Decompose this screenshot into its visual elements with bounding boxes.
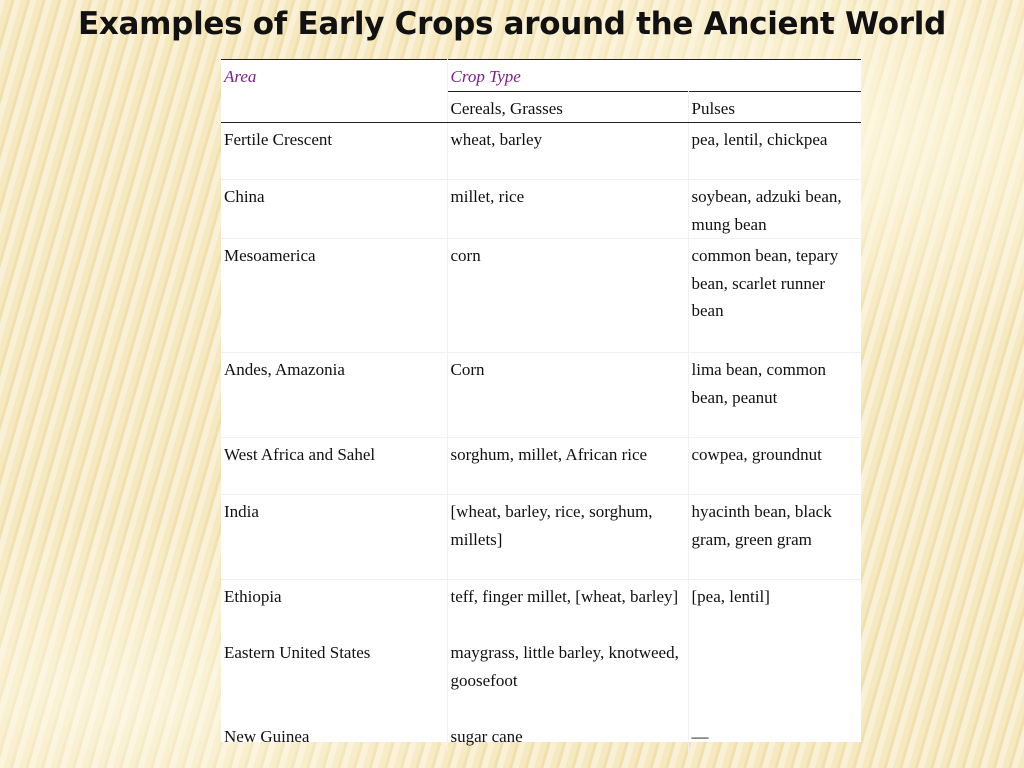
slide-title: Examples of Early Crops around the Ancient World [77, 6, 947, 42]
table-row [221, 495, 861, 580]
cell-cereals: Corn [447, 353, 688, 438]
table-row [221, 353, 861, 438]
cell-area: India [221, 495, 447, 580]
cell-pulses: pea, lentil, chickpea [688, 123, 861, 180]
table-row [221, 438, 861, 495]
cell-area: Mesoamerica [221, 239, 447, 353]
cell-cereals: wheat, barley [447, 123, 688, 180]
cell-pulses: lima bean, common bean, peanut [688, 353, 861, 438]
header-cereals: Cereals, Grasses [447, 91, 688, 123]
cell-area: China [221, 180, 447, 239]
cell-cereals: teff, finger millet, [wheat, barley] [447, 580, 688, 637]
cell-pulses: common bean, tepary bean, scarlet runner bean [688, 239, 861, 353]
table-row [221, 720, 861, 751]
cell-area: Ethiopia [221, 580, 447, 637]
cell-cereals: millet, rice [447, 180, 688, 239]
table-header-row [221, 60, 861, 92]
table-row [221, 580, 861, 637]
cell-cereals: corn [447, 239, 688, 353]
cell-cereals: sugar cane [447, 720, 688, 751]
cell-cereals: sorghum, millet, African rice [447, 438, 688, 495]
cell-area: Fertile Crescent [221, 123, 447, 180]
cell-pulses: hyacinth bean, black gram, green gram [688, 495, 861, 580]
cell-area: Eastern United States [221, 636, 447, 720]
table-row [221, 239, 861, 353]
cell-area: New Guinea [221, 720, 447, 751]
cell-pulses: [pea, lentil] [691, 587, 770, 606]
cell-cereals: [wheat, barley, rice, sorghum, millets] [447, 495, 688, 580]
cell-pulses [688, 636, 861, 720]
cell-cereals: maygrass, little barley, knotweed, goosefoot [447, 636, 688, 720]
cell-pulses: — [691, 727, 709, 746]
crops-table [221, 59, 861, 751]
cell-area: West Africa and Sahel [221, 438, 447, 495]
cell-area: Andes, Amazonia [221, 353, 447, 438]
crops-table-panel [221, 59, 861, 746]
table-row [221, 180, 861, 239]
header-pulses: Pulses [688, 91, 861, 123]
header-crop-type: Crop Type [447, 60, 861, 92]
table-row [221, 123, 861, 180]
cell-pulses: cowpea, groundnut [688, 438, 861, 495]
table-row [221, 636, 861, 720]
header-area: Area [221, 60, 447, 123]
cell-pulses: soybean, adzuki bean, mung bean [688, 180, 861, 239]
